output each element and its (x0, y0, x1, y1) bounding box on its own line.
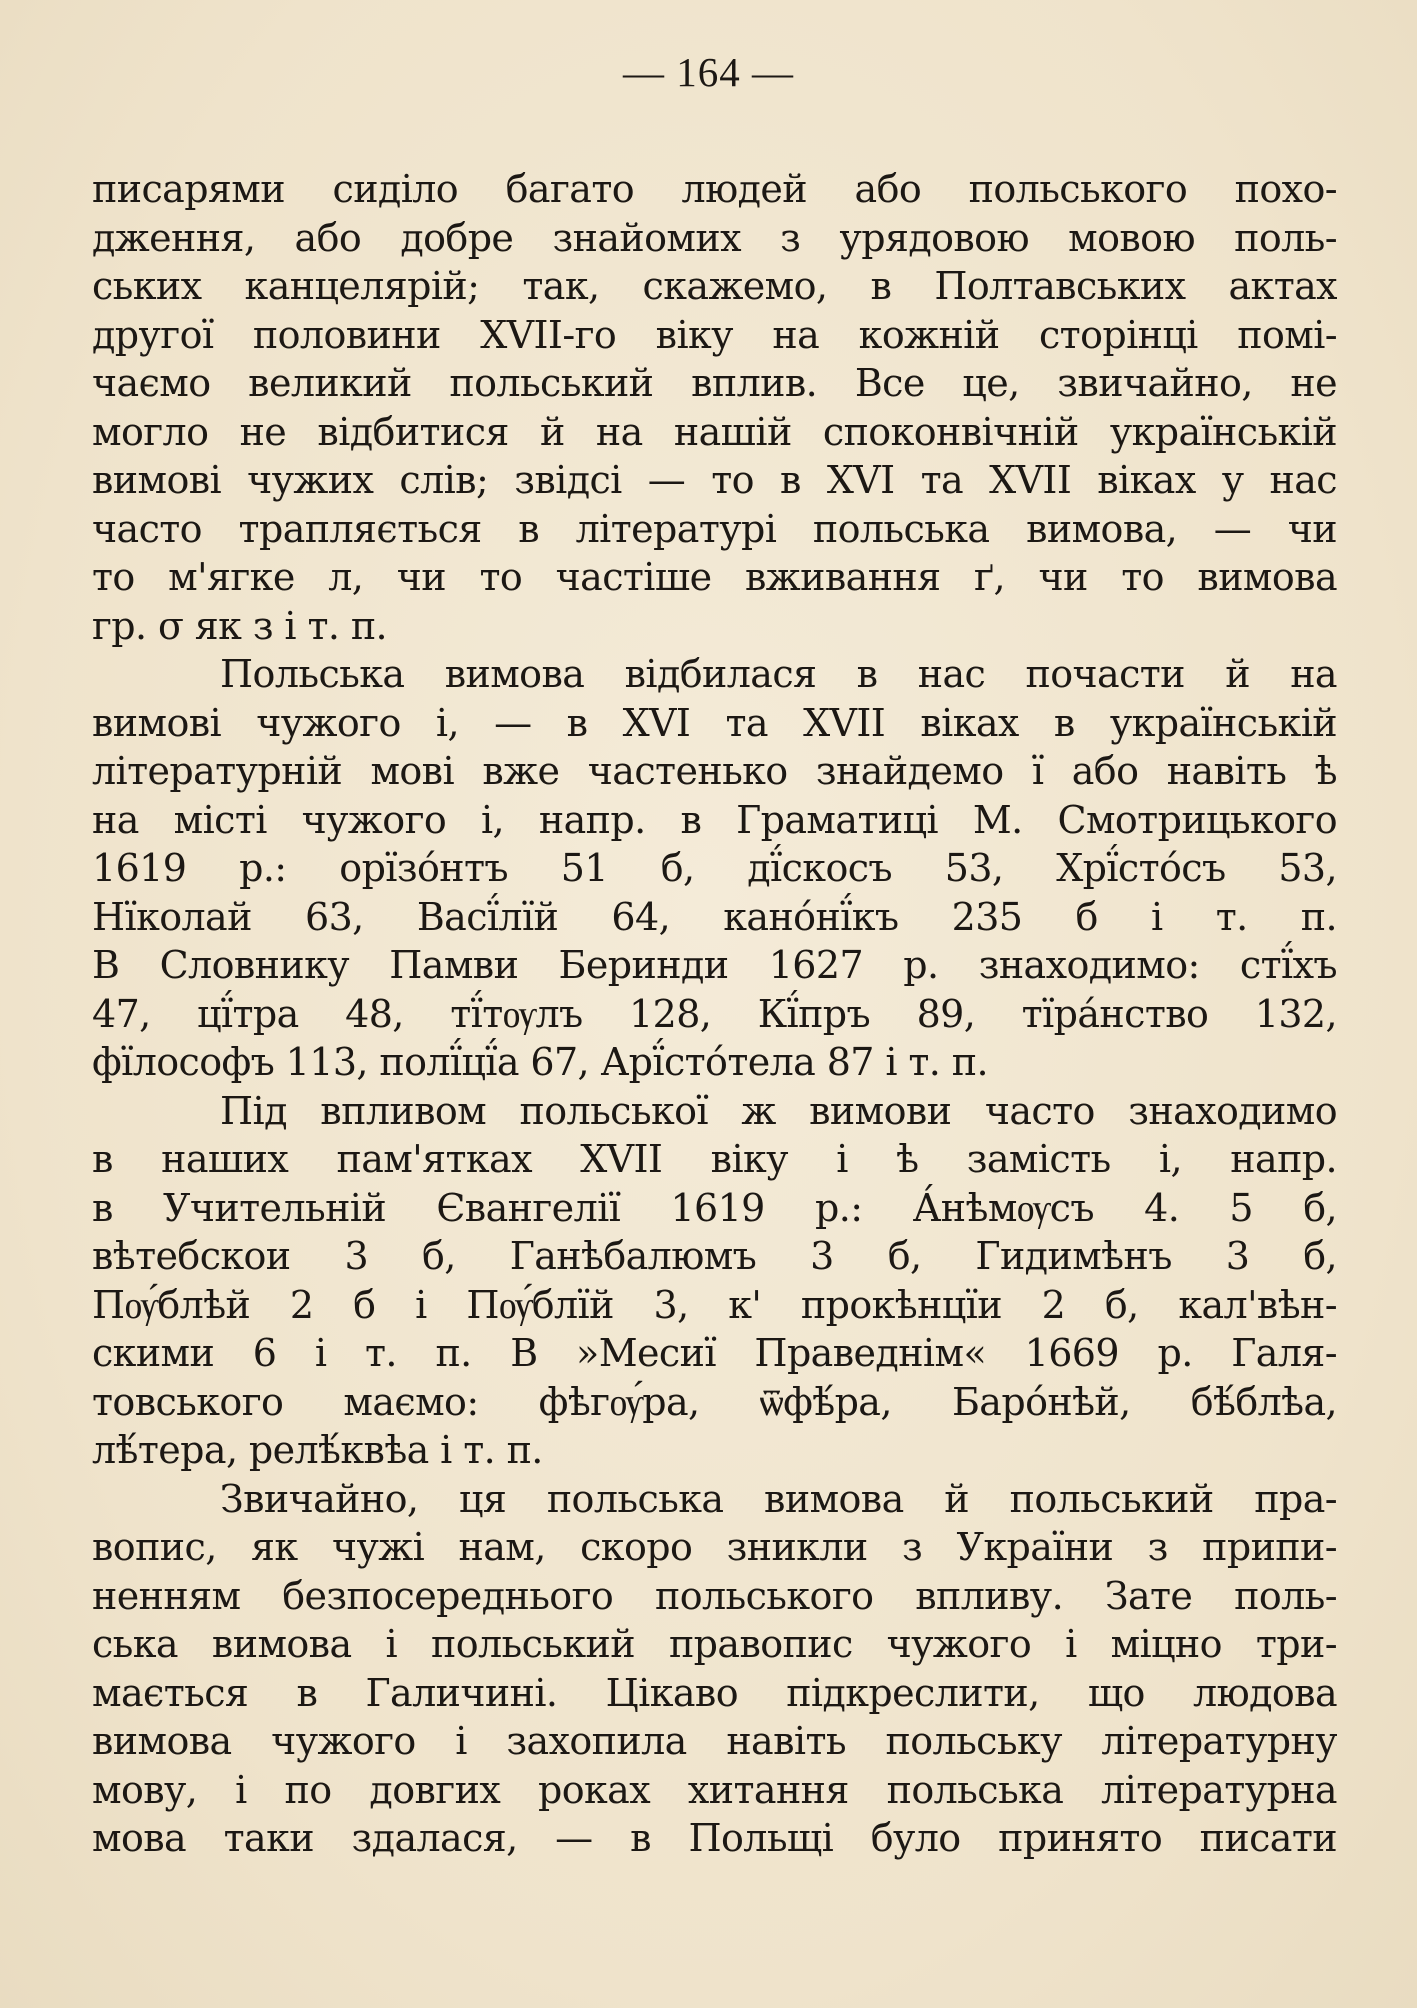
text-line: вѣтебскои 3 б, Ганѣбалюмъ 3 б, Гидимѣнъ 3 б, (92, 1234, 1337, 1278)
text-line: ських канцелярій; так, скажемо, в Полтавських актах (92, 264, 1337, 308)
text-line: на місті чужого і, напр. в Граматиці М. Смотрицького (92, 797, 1337, 842)
text-line: вимові чужих слів; звідсі — то в XVI та XVII віках у нас (92, 458, 1337, 502)
text-line: мається в Галичині. Цікаво підкреслити, що людова (92, 1670, 1337, 1715)
body-text (92, 165, 1337, 1863)
text-line: в наших пам'ятках XVII віку і ѣ замість і, напр. (92, 1137, 1337, 1181)
text-line: Під впливом польської ж вимови часто знаходимо (220, 1088, 1337, 1133)
text-line: Польська вимова відбилася в нас почасти й на (220, 652, 1337, 696)
text-line: скими 6 і т. п. В »Месиї Праведнім« 1669 р. Галя- (92, 1331, 1337, 1375)
page-number: — 164 — (623, 49, 794, 95)
text-line: вопис, як чужі нам, скоро зникли з України з припи- (92, 1525, 1337, 1569)
text-line: 47, цї́тра 48, тї́тѹлъ 128, Кї́пръ 89, тїра́нство 132, (92, 991, 1337, 1036)
text-line: вимові чужого і, — в XVI та XVII віках в українській (92, 700, 1337, 745)
text-line: Нїколай 63, Васї́лїй 64, кано́нї́къ 235 б і т. п. (92, 894, 1337, 939)
text-line: літературній мові вже частенько знайдемо ї або навіть ѣ (92, 749, 1337, 793)
text-line: дження, або добре знайомих з урядовою мовою поль- (92, 215, 1337, 260)
text-line: товського маємо: фѣгѹ́ра, ѿфѣ́ра, Баро́нѣй, бѣ́блѣа, (92, 1379, 1337, 1424)
text-line: могло не відбитися й на нашій споконвічній українській (92, 409, 1337, 454)
text-line: Пѹ́блѣй 2 б і Пѹ́блїй 3, к' прокѣнцїи 2 б, кал'вѣн- (92, 1282, 1337, 1327)
text-line: вимова чужого і захопила навіть польську літературну (92, 1719, 1337, 1763)
text-line: фїлософъ 113, полї́цї́а 67, Арї́сто́тела 87 і т. п. (92, 1040, 988, 1084)
text-line: писарями сиділо багато людей або польського похо- (92, 167, 1337, 211)
text-line: часто трапляється в літературі польська вимова, — чи (92, 506, 1337, 551)
text-line: мова таки здалася, — в Польщі було принято писати (92, 1816, 1337, 1860)
text-line: то м'ягке л, чи то частіше вживання ґ, чи то вимова (92, 555, 1337, 599)
text-line: ська вимова і польський правопис чужого і міцно три- (92, 1622, 1337, 1666)
text-line: Звичайно, ця польська вимова й польський пра- (220, 1476, 1337, 1521)
text-line: мову, і по довгих роках хитання польська літературна (92, 1767, 1337, 1812)
text-line: 1619 р.: орїзо́нтъ 51 б, дї́скосъ 53, Хрї́сто́съ 53, (92, 846, 1337, 890)
text-line: В Словнику Памви Беринди 1627 р. знаходимо: стї́хъ (92, 943, 1337, 987)
text-line: чаємо великий польський вплив. Все це, звичайно, не (92, 361, 1337, 405)
text-line: в Учительній Євангелії 1619 р.: А́нѣмѹсъ 4. 5 б, (92, 1185, 1337, 1230)
text-line: гр. σ як з і т. п. (92, 603, 388, 648)
text-line: другої половини XVII-го віку на кожній сторінці помі- (92, 312, 1337, 357)
text-line: ненням безпосереднього польського впливу. Зате поль- (92, 1573, 1337, 1618)
text-line: лѣ́тера, релѣ́квѣа і т. п. (92, 1428, 543, 1472)
